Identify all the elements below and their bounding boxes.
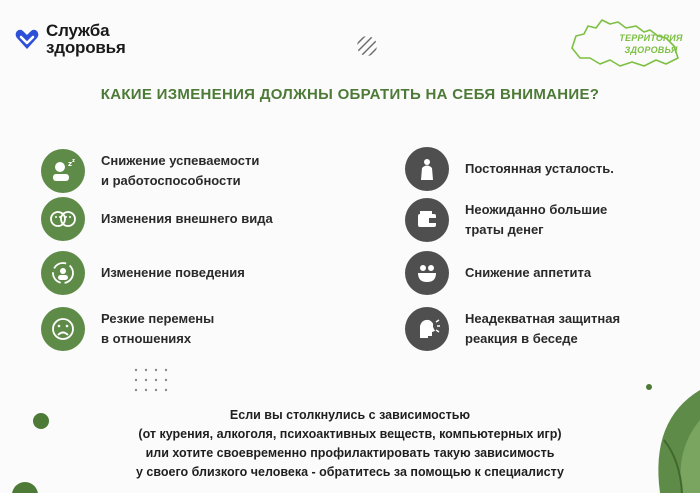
dot-grid-decor xyxy=(132,366,176,396)
item-label-line1: Снижение аппетита xyxy=(465,265,592,280)
item-label-line2: и работоспособности xyxy=(101,173,241,188)
logo-left-line2: здоровья xyxy=(46,38,126,57)
wallet-icon xyxy=(405,198,449,242)
tired-person-icon xyxy=(41,149,85,193)
footer-line2: (от курения, алкоголя, психоактивных веществ, компьютерных игр) xyxy=(138,427,562,441)
footer-line3: или хотите своевременно профилактировать такую зависимость xyxy=(145,446,555,460)
list-item-relations xyxy=(41,307,214,351)
shouting-head-icon xyxy=(405,307,449,351)
list-item-spending xyxy=(405,198,607,242)
sad-face-icon xyxy=(41,307,85,351)
hatched-circle-decor xyxy=(357,36,377,56)
list-item-appearance xyxy=(41,197,273,241)
logo-right-line1: ТЕРРИТОРИЯ xyxy=(619,33,683,43)
list-item-fatigue xyxy=(405,147,614,191)
sluzhba-zdorovya-logo xyxy=(14,22,126,56)
bowl-icon xyxy=(405,251,449,295)
item-label-line1: Неадекватная защитная xyxy=(465,311,621,326)
footer-message xyxy=(60,406,640,482)
item-label-line1: Неожиданно большие xyxy=(465,202,608,217)
logo-right-line2: ЗДОРОВЬЯ xyxy=(624,45,678,55)
list-item-appetite xyxy=(405,251,591,295)
item-label-line1: Резкие перемены xyxy=(101,311,215,326)
svg-text:z: z xyxy=(68,160,73,168)
sleepy-figure-icon xyxy=(405,147,449,191)
item-label-line2: траты денег xyxy=(465,222,544,237)
footer-line1: Если вы столкнулись с зависимостью xyxy=(229,408,471,422)
item-label-line2: реакция в беседе xyxy=(465,331,578,346)
circle-decor xyxy=(12,482,38,493)
circle-decor xyxy=(33,413,49,429)
list-item-behavior xyxy=(41,251,245,295)
list-item-defensive-reaction xyxy=(405,307,620,351)
item-label-line1: Снижение успеваемости xyxy=(101,153,260,168)
item-label-line1: Изменения внешнего вида xyxy=(101,211,273,226)
item-label-line2: в отношениях xyxy=(101,331,192,346)
page-title: КАКИЕ ИЗМЕНЕНИЯ ДОЛЖНЫ ОБРАТИТЬ НА СЕБЯ ВНИМАНИЕ? xyxy=(100,86,600,103)
footer-line4: у своего близкого человека - обратитесь за помощью к специалисту xyxy=(136,465,564,479)
item-label-line1: Изменение поведения xyxy=(101,265,245,280)
behavior-cycle-icon xyxy=(41,251,85,295)
list-item-performance xyxy=(41,149,259,193)
territoriya-zdorovya-logo xyxy=(566,14,686,70)
svg-text:z: z xyxy=(72,158,75,164)
logo-left-line1: Служба xyxy=(46,21,110,40)
item-label-line1: Постоянная усталость. xyxy=(465,161,614,176)
faces-icon xyxy=(41,197,85,241)
heart-logo-icon xyxy=(14,26,40,52)
